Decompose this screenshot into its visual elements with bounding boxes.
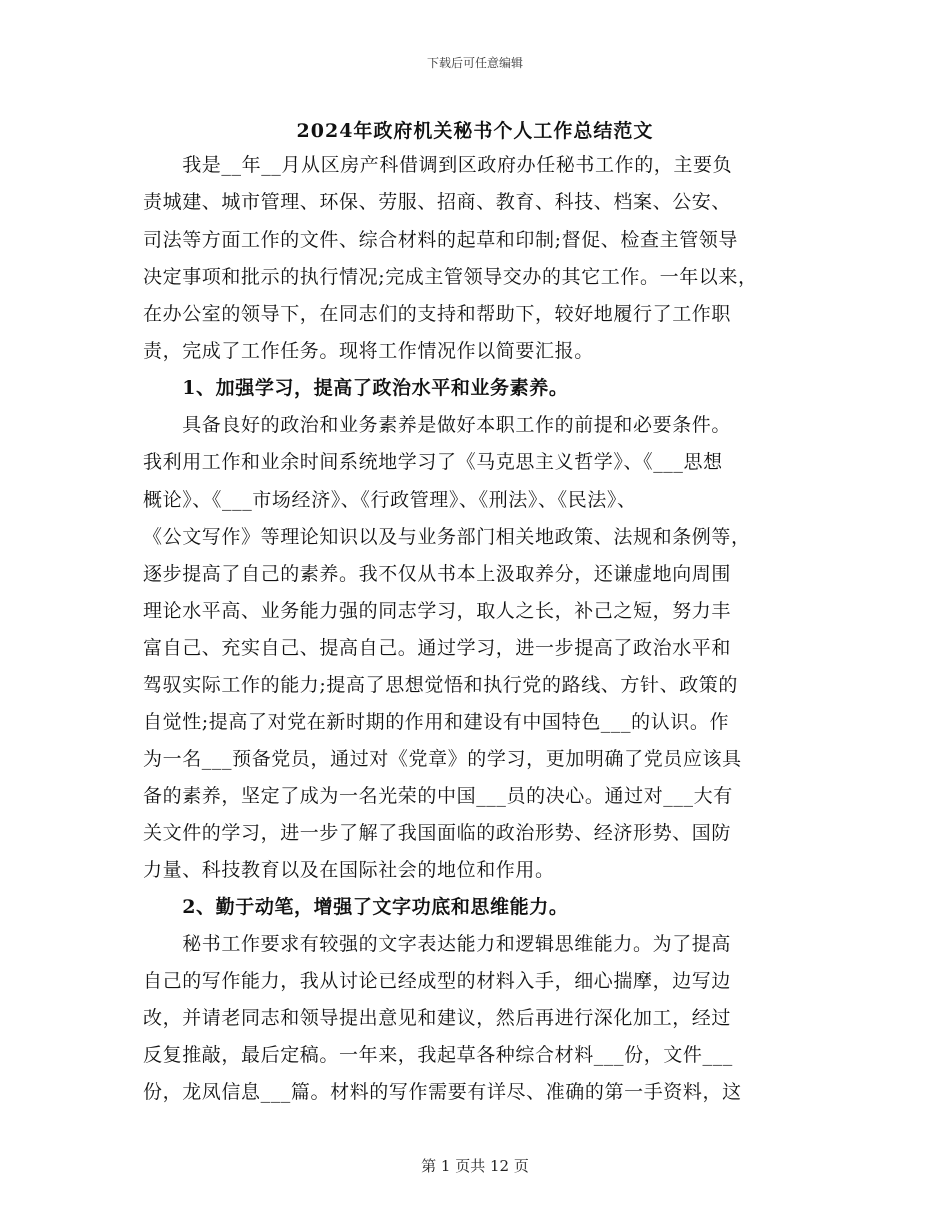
section-heading-2: 2、勤于动笔，增强了文字功底和思维能力。 (143, 896, 569, 918)
body-line: 为一名___预备党员，通过对《党章》的学习，更加明确了党员应该具 (143, 748, 742, 770)
section-heading-1: 1、加强学习，提高了政治水平和业务素养。 (143, 377, 569, 399)
body-line: 改，并请老同志和领导提出意见和建议，然后再进行深化加工，经过 (143, 1007, 732, 1029)
body-line: 我利用工作和业余时间系统地学习了《马克思主义哲学》、《___思想 (143, 451, 723, 473)
body-line: 在办公室的领导下，在同志们的支持和帮助下，较好地履行了工作职 (143, 303, 732, 325)
body-line: 我是__年__月从区房产科借调到区政府办任秘书工作的，主要负 (143, 154, 733, 176)
body-line: 力量、科技教育以及在国际社会的地位和作用。 (143, 859, 555, 881)
body-line: 责，完成了工作任务。现将工作情况作以简要汇报。 (143, 340, 594, 362)
body-line: 反复推敲，最后定稿。一年来，我起草各种综合材料___份，文件___ (143, 1044, 733, 1066)
body-line: 关文件的学习，进一步了解了我国面临的政治形势、经济形势、国防 (143, 822, 732, 844)
body-line: 逐步提高了自己的素养。我不仅从书本上汲取养分，还谦虚地向周围 (143, 563, 732, 585)
body-line: 富自己、充实自己、提高自己。通过学习，进一步提高了政治水平和 (143, 637, 732, 659)
body-line: 自觉性;提高了对党在新时期的作用和建设有中国特色___的认识。作 (143, 711, 730, 733)
body-line: 决定事项和批示的执行情况;完成主管领导交办的其它工作。一年以来， (143, 266, 758, 288)
body-line: 驾驭实际工作的能力;提高了思想觉悟和执行党的路线、方针、政策的 (143, 674, 739, 696)
body-line: 理论水平高、业务能力强的同志学习，取人之长，补己之短，努力丰 (143, 600, 732, 622)
body-line: 《公文写作》等理论知识以及与业务部门相关地政策、法规和条例等， (143, 526, 751, 548)
body-line: 秘书工作要求有较强的文字表达能力和逻辑思维能力。为了提高 (143, 933, 732, 955)
body-line: 责城建、城市管理、环保、劳服、招商、教育、科技、档案、公安、 (143, 191, 732, 213)
header-note: 下载后可任意编辑 (426, 56, 523, 70)
body-line: 司法等方面工作的文件、综合材料的起草和印制;督促、检查主管领导 (143, 229, 739, 251)
page-footer: 第 1 页共 12 页 (421, 1157, 529, 1175)
body-line: 份，龙凤信息___篇。材料的写作需要有详尽、准确的第一手资料，这 (143, 1081, 742, 1103)
body-line: 概论》、《___市场经济》、《行政管理》、《刑法》、《民法》、 (143, 489, 637, 511)
body-line: 自己的写作能力，我从讨论已经成型的材料入手，细心揣摩，边写边 (143, 970, 732, 992)
body-line: 备的素养，坚定了成为一名光荣的中国___员的决心。通过对___大有 (143, 785, 733, 807)
body-line: 具备良好的政治和业务素养是做好本职工作的前提和必要条件。 (143, 414, 732, 436)
document-title: 2024年政府机关秘书个人工作总结范文 (296, 120, 654, 142)
